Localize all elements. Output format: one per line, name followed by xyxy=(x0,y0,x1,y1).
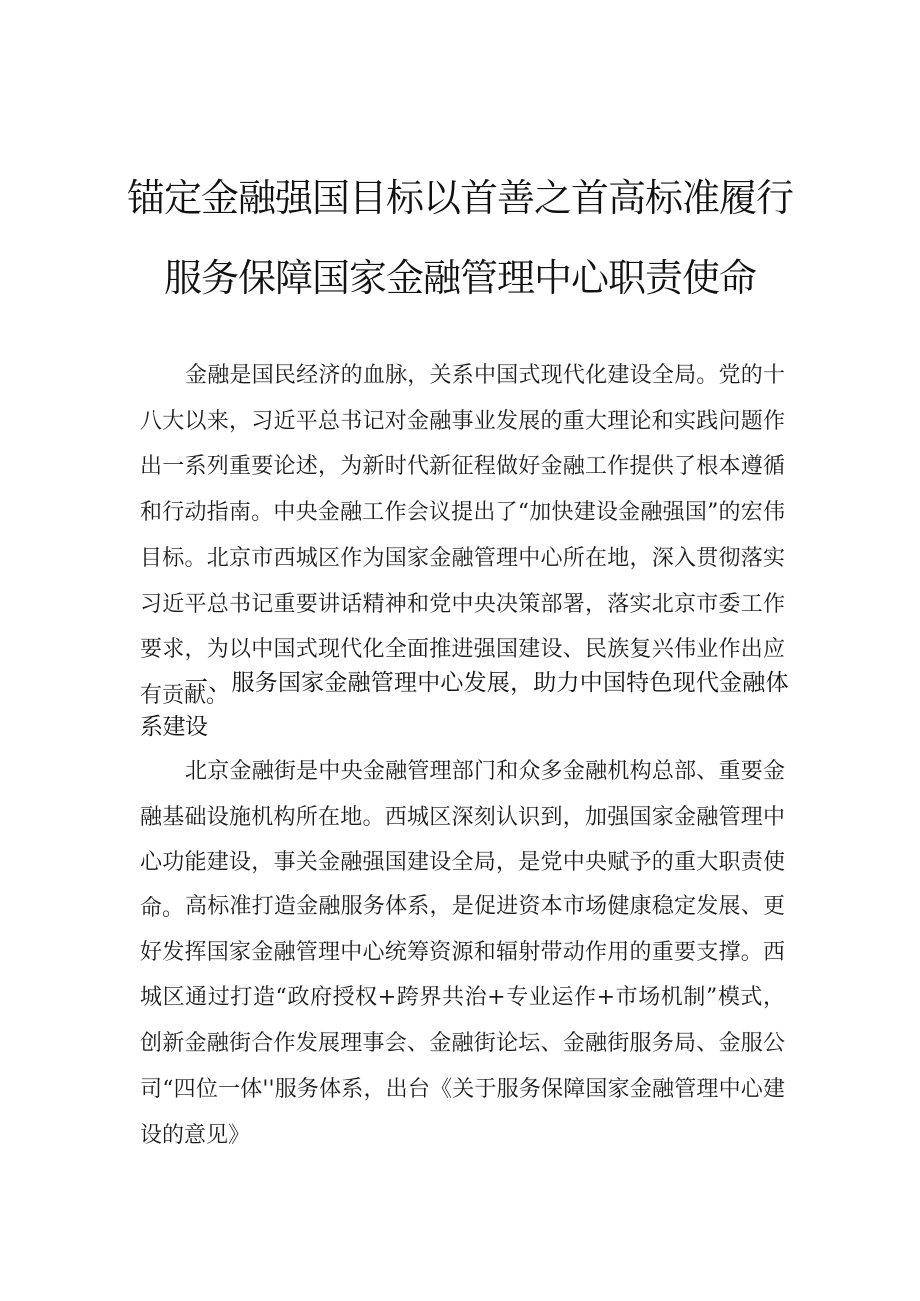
paragraph-service-system: 高标准打造金融服务体系，是促进资本市场健康稳定发展、更好发挥国家金融管理中心统筹资源和辐射带动作用的重要支撑。西城区通过打造“政府授权+跨界共治+专业运作+市场机制”模式，创新金融街合作发展理事会、金融街论坛、金融街服务局、金服公司“四位一体''服务体系，出台《关于服务保障国家金融管理中心建设的意见》 xyxy=(140,894,785,1148)
section-heading-1: 一、服务国家金融管理中心发展，助力中国特色现代金融体系建设 xyxy=(140,670,788,740)
paragraph-intro: 金融是国民经济的血脉，关系中国式现代化建设全局。党的十八大以来，习近平总书记对金融事业发展的重大理论和实践问题作出一系列重要论述，为新时代新征程做好金融工作提供了根本遵循和行动指南。中央金融工作会议提出了“加快建设金融强国”的宏伟目标。北京市西城区作为国家金融管理中心所在地，深入贯彻落实习近平总书记重要讲话精神和党中央决策部署，落实北京市委工作要求，为以中国式现代化全面推进强国建设、民族复兴伟业作出应有贡献。 xyxy=(140,363,785,708)
document-title-line2: 服务保障国家金融管理中心职责使命 xyxy=(163,256,756,300)
document-title-line1: 锚定金融强国目标以首善之首高标准履行 xyxy=(126,176,793,220)
paragraph-financial-street: 北京金融街是中央金融管理部门和众多金融机构总部、重要金融基础设施机构所在地。西城区深刻认识到，加强国家金融管理中心功能建设，事关金融强国建设全局，是党中央赋予的重大职责使命。 xyxy=(140,759,785,922)
